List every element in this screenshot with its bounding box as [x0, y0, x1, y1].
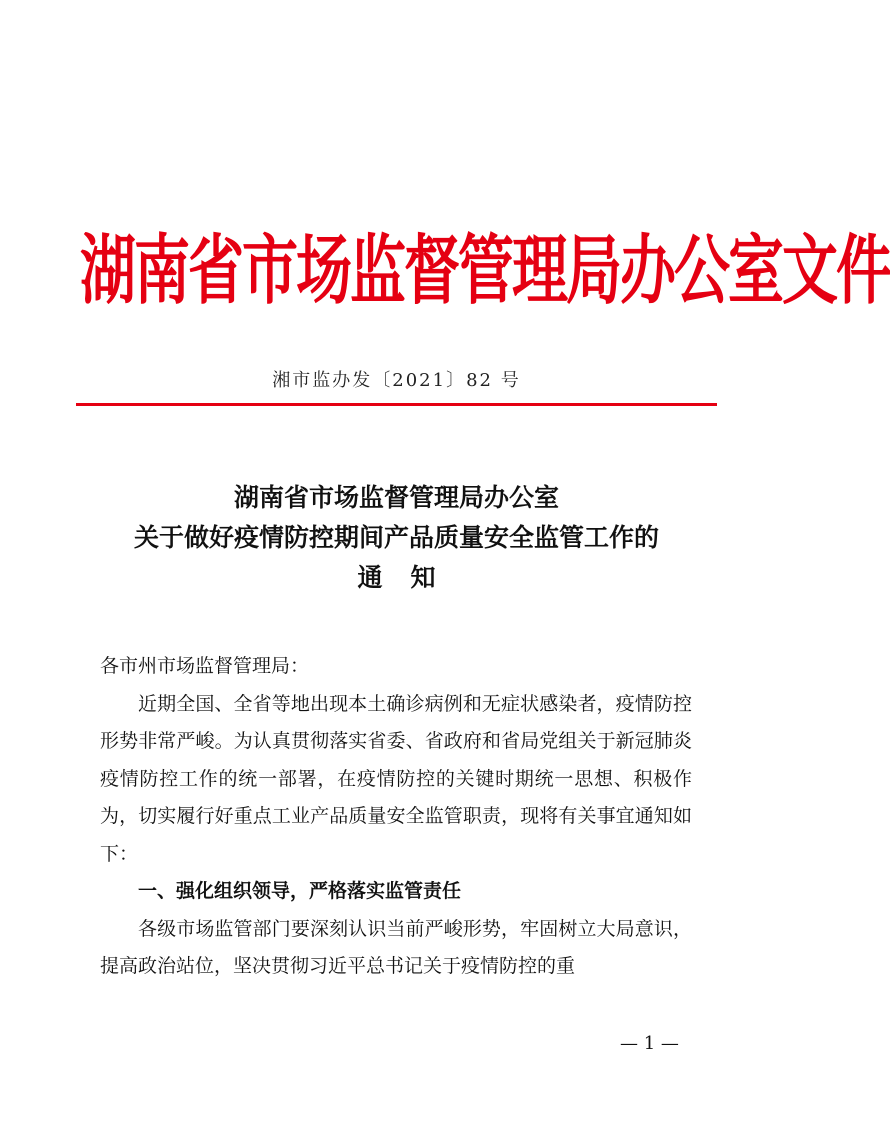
document-number: 湘市监办发〔2021〕82 号: [272, 370, 521, 391]
body-paragraph-2: 各级市场监管部门要深刻认识当前严峻形势，牢固树立大局意识，提高政治站位，坚决贯彻习近平总书记关于疫情防控的重: [100, 917, 692, 977]
title-line-2: 关于做好疫情防控期间产品质量安全监管工作的: [133, 523, 659, 552]
title-line-1: 湖南省市场监督管理局办公室: [233, 483, 559, 512]
page-number: — 1 —: [620, 1033, 679, 1054]
title-line-3: 通知: [357, 563, 464, 592]
section-heading-1: 一、强化组织领导，严格落实监管责任: [138, 880, 462, 902]
notice-title: [76, 478, 717, 598]
body-paragraph-1: 近期全国、全省等地出现本土确诊病例和无症状感染者，疫情防控形势非常严峻。为认真贯彻落实省委、省政府和省局党组关于新冠肺炎疫情防控工作的统一部署，在疫情防控的关键时期统一思想、积极作为，切实履行好重点工业产品质量安全监管职责，现将有关事宜通知如下：: [100, 692, 692, 865]
red-divider-line: [76, 403, 717, 406]
masthead-title: 湖南省市场监督管理局办公室文件: [80, 226, 890, 316]
document-body: [100, 648, 692, 986]
salutation: 各市州市场监督管理局：: [100, 655, 310, 677]
